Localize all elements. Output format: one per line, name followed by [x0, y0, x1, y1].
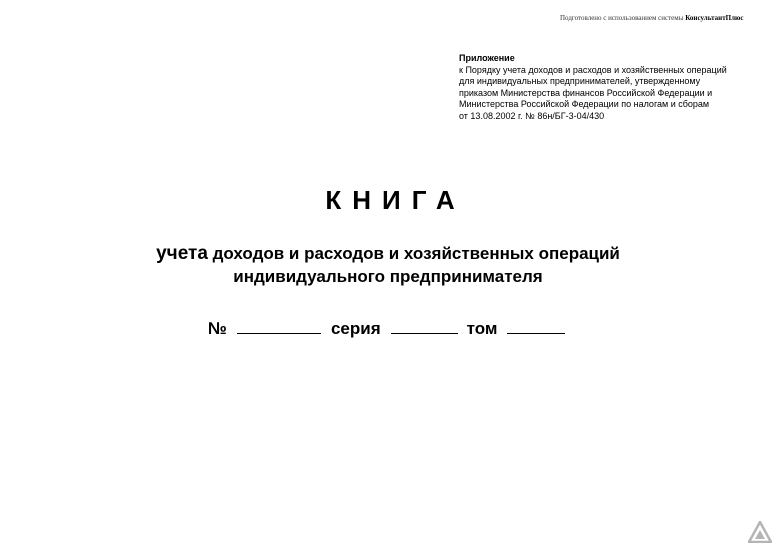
prepared-prefix: Подготовлено с использованием системы	[560, 14, 686, 22]
book-subtitle	[0, 242, 776, 288]
series-label: серия	[330, 319, 381, 338]
appendix-line: Министерства Российской Федерации по налогам и сборам	[459, 99, 710, 109]
subtitle-line-1	[0, 242, 776, 265]
prepared-notice	[560, 14, 743, 22]
numbering-row	[208, 313, 565, 339]
number-label: №	[208, 319, 227, 338]
book-title: КНИГА	[325, 185, 466, 215]
appendix-line: от 13.08.2002 г. № 86н/БГ-3-04/430	[459, 110, 605, 121]
subtitle-line-1-rest: доходов и расходов и хозяйственных операций	[207, 244, 620, 263]
subtitle-first-word: учета	[156, 243, 208, 264]
volume-blank-line[interactable]	[507, 313, 565, 334]
number-blank-line[interactable]	[237, 313, 321, 334]
volume-label: том	[466, 319, 498, 338]
triangle-logo-icon	[748, 521, 772, 543]
appendix-title: Приложение	[459, 53, 515, 63]
appendix-line: к Порядку учета доходов и расходов и хозяйственных операций	[459, 64, 727, 75]
appendix-block	[459, 53, 759, 122]
appendix-line: приказом Министерства финансов Российской Федерации и	[459, 87, 713, 98]
appendix-line: для индивидуальных предпринимателей, утвержденному	[459, 76, 701, 86]
series-blank-line[interactable]	[391, 313, 458, 334]
subtitle-line-2: индивидуального предпринимателя	[233, 267, 543, 286]
prepared-brand: КонсультантПлюс	[685, 14, 744, 22]
